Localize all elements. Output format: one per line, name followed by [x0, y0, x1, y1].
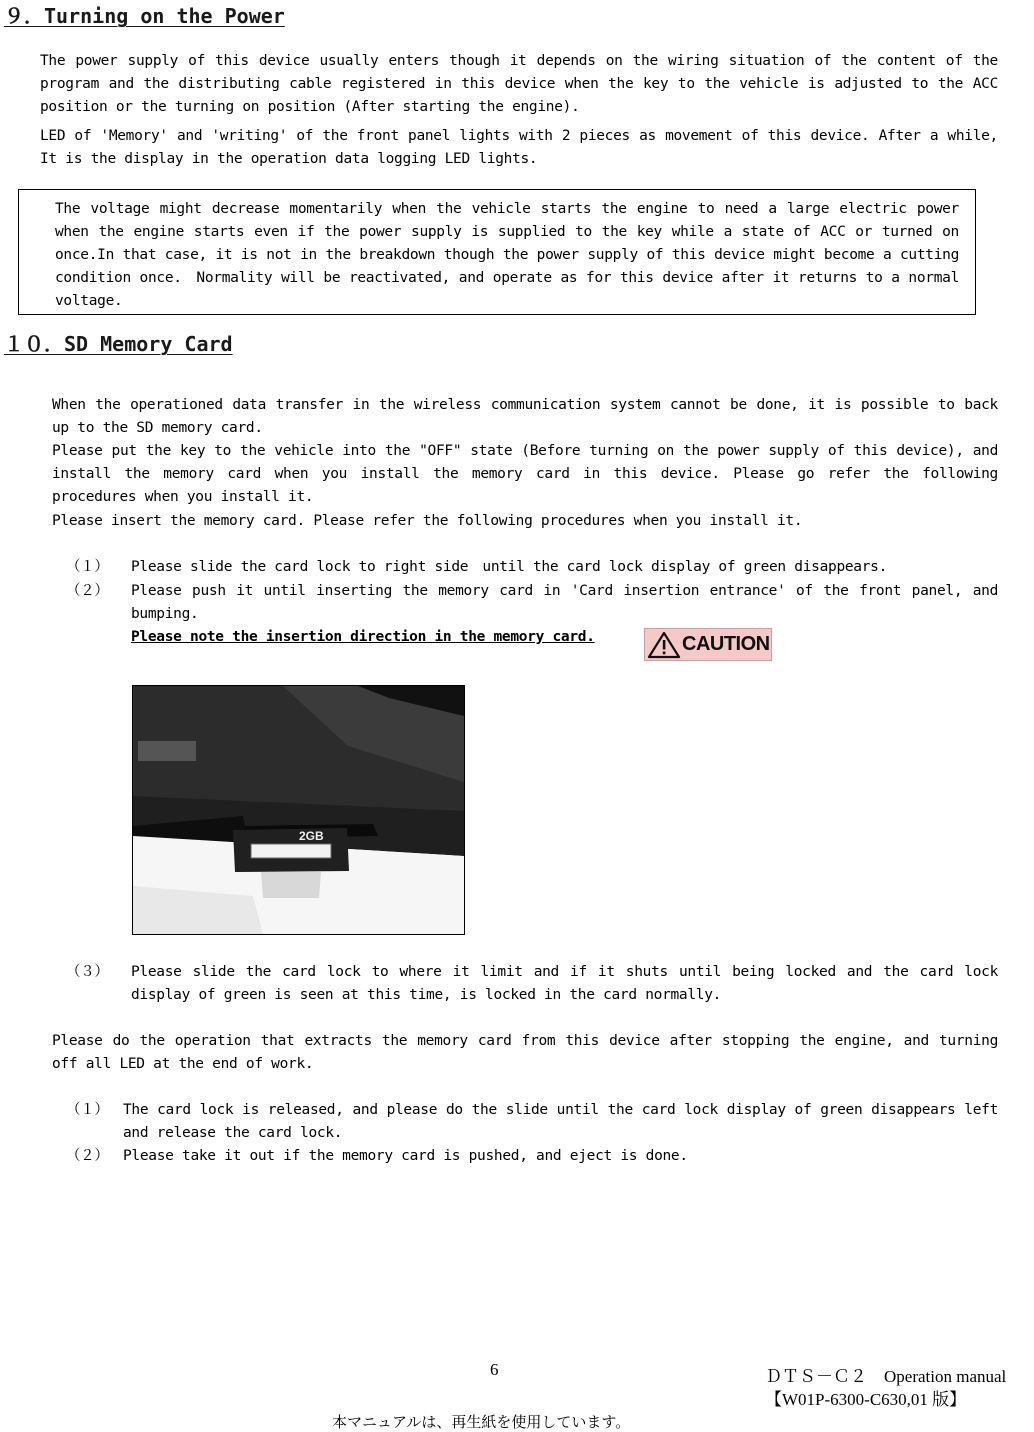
insertion-direction-note: Please note the insertion direction in the memory card. [131, 629, 595, 645]
insert-step-3-text: Please slide the card lock to where it limit and if it shuts until being locked and the card lock display of green is seen at this time, is locked in the card normally. [131, 964, 998, 1003]
device-front-panel-illustration [133, 686, 464, 934]
remove-step-1-number: （１） [66, 1102, 109, 1118]
section-9-paragraph-2: LED of 'Memory' and 'writing' of the front panel lights with 2 pieces as movement of this device. After a while, It is the display in the operation data logging LED lights. [40, 128, 998, 167]
caution-label: CAUTION [682, 633, 770, 655]
sd-removal-intro: Please do the operation that extracts the memory card from this device after stopping the engine, and turning off all LED at the end of work. [52, 1033, 998, 1072]
manual-title: ＤＴＳ－Ｃ２ Operation manual [765, 1367, 1007, 1386]
remove-step-2-text: Please take it out if the memory card is pushed, and eject is done. [123, 1148, 688, 1164]
section-9-paragraph-1: The power supply of this device usually enters though it depends on the wiring situation of the content of the program and the distributing cable registered in this device when the key to the vehicle is adjusted to the ACC position or the turning on position (After starting the engine). [40, 53, 998, 115]
section-9-heading: ９．Turning on the Power [4, 4, 285, 28]
warning-triangle-icon [647, 631, 681, 659]
voltage-note-text: The voltage might decrease momentarily when the vehicle starts the engine to need a large electric power when the engine starts even if the power supply is supplied to the key while a state of ACC or turned on once.In that case, it is not in the breakdown though the power supply of this device might become a cutting condition once. Normality will be reactivated, and operate as for this device after it returns to a normal voltage. [55, 201, 959, 309]
sd-card-capacity-label: 2GB [299, 829, 324, 843]
remove-step-2-number: （２） [66, 1148, 109, 1164]
insert-step-2-number: （２） [66, 583, 109, 599]
insert-step-2-text: Please push it until inserting the memory card in 'Card insertion entrance' of the front panel, and bumping. [131, 583, 998, 622]
sd-intro-paragraph-2: Please put the key to the vehicle into the "OFF" state (Before turning on the power supply of this device), and install the memory card when you install the memory card in this device. Please go refer the following procedures when you install it. [52, 443, 998, 505]
insert-step-1-number: （１） [66, 559, 109, 575]
recycled-paper-note: 本マニュアルは、再生紙を使用しています。 [332, 1415, 631, 1431]
sd-card-insertion-photo [132, 685, 465, 935]
insert-step-3-number: （３） [66, 964, 109, 980]
page-number: 6 [490, 1360, 499, 1379]
remove-step-1-text: The card lock is released, and please do the slide until the card lock display of green disappears left and release the card lock. [123, 1102, 998, 1141]
sd-intro-paragraph-1: When the operationed data transfer in the wireless communication system cannot be done, it is possible to back up to the SD memory card. [52, 397, 998, 436]
voltage-note-box [18, 189, 976, 315]
caution-badge [644, 628, 772, 661]
manual-version: 【W01P-6300-C630,01 版】 [765, 1390, 967, 1409]
section-10-heading: １０．SD Memory Card [4, 332, 233, 356]
sd-intro-paragraph-3: Please insert the memory card. Please refer the following procedures when you install it. [52, 513, 803, 529]
insert-step-1-text: Please slide the card lock to right side until the card lock display of green disappears. [131, 559, 888, 575]
